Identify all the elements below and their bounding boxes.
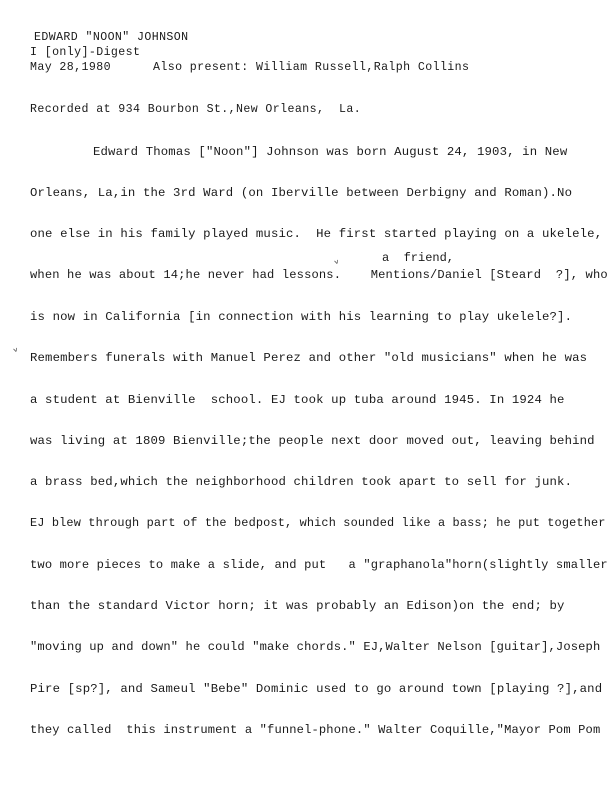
body-line-6: Remembers funerals with Manuel Perez and other "old musicians" when he was bbox=[30, 351, 588, 365]
body-line-5: is now in California [in connection with his learning to play ukelele?]. bbox=[30, 310, 573, 324]
margin-mark: ᵛ bbox=[11, 344, 21, 359]
body-line-11: two more pieces to make a slide, and put a "graphanola"horn(slightly smaller bbox=[30, 558, 608, 572]
body-line-3: one else in his family played music. He first started playing on a ukelele, bbox=[30, 227, 603, 241]
interview-date: May 28,1980 bbox=[30, 61, 111, 74]
body-line-8: was living at 1809 Bienville;the people next door moved out, leaving behind bbox=[30, 434, 595, 448]
interviewee-name: EDWARD "NOON" JOHNSON bbox=[34, 31, 189, 44]
body-line-1: Edward Thomas ["Noon"] Johnson was born August 24, 1903, in New bbox=[93, 145, 568, 159]
inserted-text: a friend, bbox=[382, 251, 455, 265]
body-line-15: they called this instrument a "funnel-phone." Walter Coquille,"Mayor Pom Pom bbox=[30, 723, 601, 737]
recording-location: Recorded at 934 Bourbon St.,New Orleans, La. bbox=[30, 103, 362, 116]
body-line-4: when he was about 14;he never had lessons. Mentions/Daniel [Steard ?], who bbox=[30, 268, 608, 282]
body-line-10: EJ blew through part of the bedpost, which sounded like a bass; he put together bbox=[30, 516, 606, 530]
body-line-2: Orleans, La,in the 3rd Ward (on Iberville between Derbigny and Roman).No bbox=[30, 186, 573, 200]
body-line-13: "moving up and down" he could "make chords." EJ,Walter Nelson [guitar],Joseph bbox=[30, 640, 601, 654]
body-line-9: a brass bed,which the neighborhood children took apart to sell for junk. bbox=[30, 475, 573, 489]
body-line-14: Pire [sp?], and Sameul "Bebe" Dominic used to go around town [playing ?],and bbox=[30, 682, 603, 696]
insert-caret-mark: ᵛ bbox=[332, 256, 342, 271]
also-present: Also present: William Russell,Ralph Collins bbox=[153, 61, 470, 74]
body-line-12: than the standard Victor horn; it was probably an Edison)on the end; by bbox=[30, 599, 565, 613]
body-line-7: a student at Bienville school. EJ took up tuba around 1945. In 1924 he bbox=[30, 393, 565, 407]
document-type: I [only]-Digest bbox=[30, 46, 141, 59]
